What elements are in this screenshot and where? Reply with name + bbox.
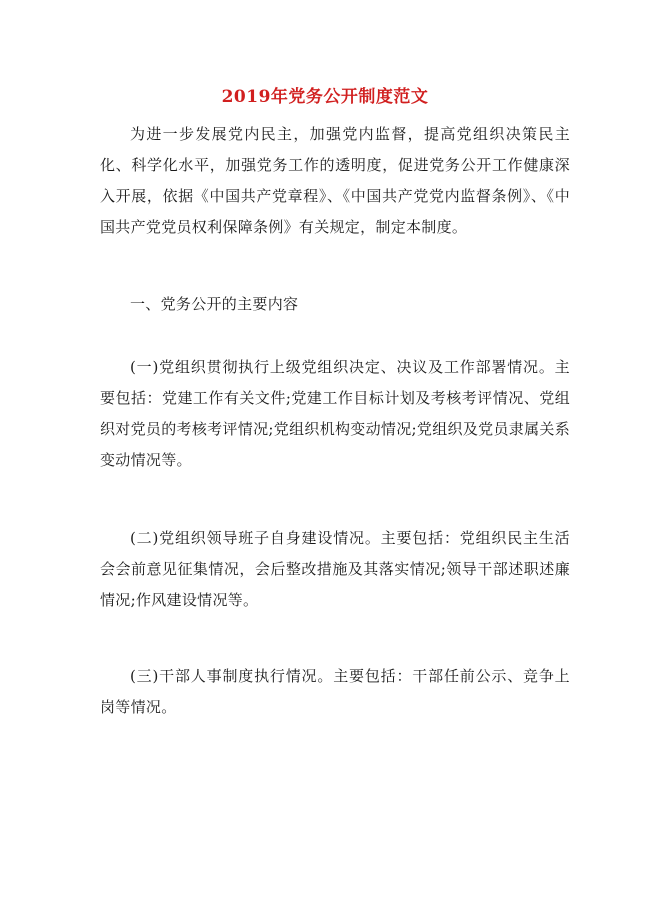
subsection-paragraph-3: (三)干部人事制度执行情况。主要包括：干部任前公示、竞争上岗等情况。 bbox=[100, 667, 570, 716]
intro-paragraph: 为进一步发展党内民主，加强党内监督，提高党组织决策民主化、科学化水平，加强党务工作的透明度，促进党务公开工作健康深入开展，依据《中国共产党章程》、《中国共产党党内监督条例》、《中国共产党党员权利保障条例》有关规定，制定本制度。 bbox=[100, 125, 570, 236]
subsection-paragraph-1: (一)党组织贯彻执行上级党组织决定、决议及工作部署情况。主要包括：党建工作有关文件;党建工作目标计划及考核考评情况、党组织对党员的考核考评情况;党组织机构变动情况;党组织及党员隶属关系变动情况等。 bbox=[100, 358, 570, 469]
document-title: 2019年党务公开制度范文 bbox=[221, 87, 429, 107]
subsection-paragraph-2: (二)党组织领导班子自身建设情况。主要包括：党组织民主生活会会前意见征集情况，会后整改措施及其落实情况;领导干部述职述廉情况;作风建设情况等。 bbox=[100, 529, 570, 609]
section-heading-main-content: 一、党务公开的主要内容 bbox=[130, 295, 299, 313]
